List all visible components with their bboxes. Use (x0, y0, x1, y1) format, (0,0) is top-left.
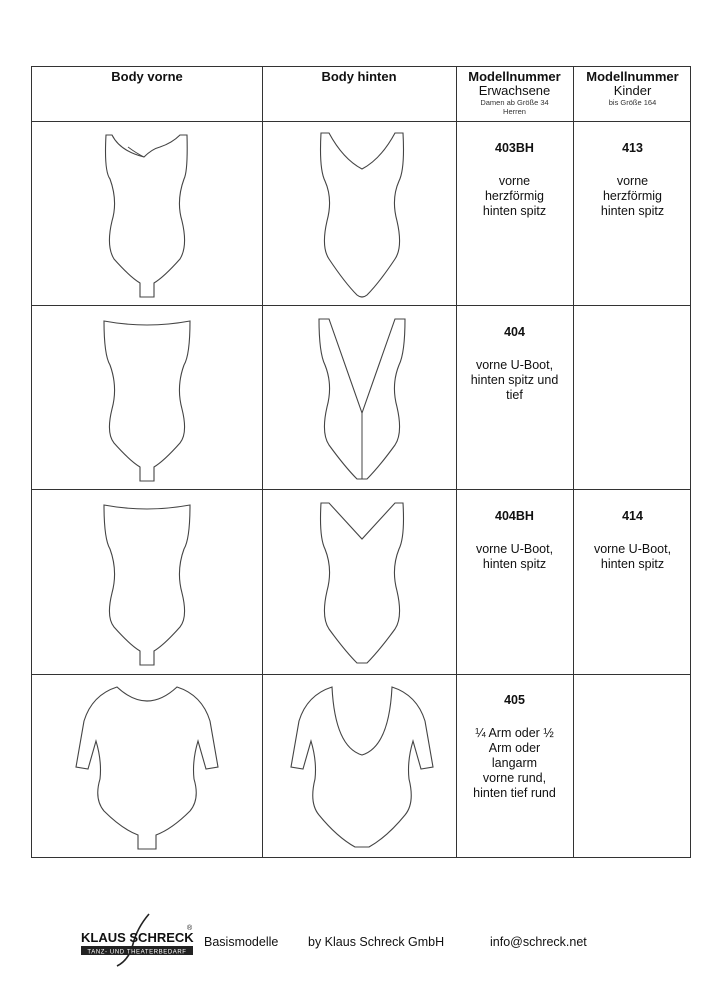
header-child-title: Modellnummer (586, 69, 679, 84)
footer-company: by Klaus Schreck GmbH (308, 935, 445, 949)
header-adult-small2: Herren (503, 107, 526, 116)
row2-adult-number: 404 (504, 325, 525, 339)
header-adult-sub: Erwachsene (478, 83, 551, 98)
header-body-back (262, 67, 456, 121)
header-child-model (573, 67, 692, 121)
row3-adult-desc-line: vorne U-Boot, (475, 542, 554, 556)
row-divider (32, 121, 690, 122)
sketch-403bh-back (307, 129, 417, 301)
row1-child-desc-line: hinten spitz (600, 204, 665, 218)
row4-adult-desc-line: Arm oder (488, 741, 541, 755)
row2-adult-desc-line: tief (506, 388, 523, 402)
sketch-405-back (287, 681, 437, 853)
row1-child-desc-line: herzförmig (602, 189, 663, 203)
row-divider (32, 489, 690, 490)
row4-adult-desc-line: ¼ Arm oder ½ (475, 726, 554, 740)
row1-adult-desc-line: vorne (498, 174, 531, 188)
header-body-front-label: Body vorne (111, 69, 183, 84)
footer-email-link[interactable]: info@schreck.net (490, 935, 587, 949)
header-body-back-label: Body hinten (321, 69, 397, 84)
logo-registered: ® (187, 925, 193, 932)
row-divider (32, 305, 690, 306)
column-divider (262, 67, 263, 857)
row4-adult-cell (456, 693, 573, 801)
row3-child-desc-line: hinten spitz (600, 557, 665, 571)
sketch-405-front (72, 681, 222, 853)
row4-adult-desc-line: vorne rund, (482, 771, 547, 785)
row3-child-number: 414 (622, 509, 643, 523)
sketch-404-front (92, 315, 202, 485)
klaus-schreck-logo (79, 908, 197, 968)
row2-adult-desc-line: hinten spitz und (470, 373, 559, 387)
header-child-small: bis Größe 164 (608, 98, 657, 107)
row3-adult-desc-line: hinten spitz (482, 557, 547, 571)
header-adult-model (456, 67, 573, 121)
logo-text: KLAUS SCHRECK (81, 930, 194, 945)
row3-adult-number: 404BH (495, 509, 534, 523)
header-body-front (32, 67, 262, 121)
row1-adult-number: 403BH (495, 141, 534, 155)
row1-child-number: 413 (622, 141, 643, 155)
row4-adult-number: 405 (504, 693, 525, 707)
row1-adult-cell (456, 141, 573, 219)
sketch-403bh-front (92, 131, 202, 301)
row2-adult-cell (456, 325, 573, 403)
row4-adult-desc-line: langarm (491, 756, 538, 770)
row1-child-desc-line: vorne (616, 174, 649, 188)
row1-child-cell (573, 141, 692, 219)
header-child-sub: Kinder (613, 83, 652, 98)
row1-adult-desc-line: hinten spitz (482, 204, 547, 218)
header-adult-small1: Damen ab Größe 34 (480, 98, 549, 107)
sketch-404bh-back (307, 497, 417, 669)
model-table (31, 66, 691, 858)
sketch-404-back (307, 313, 417, 485)
row1-adult-desc-line: herzförmig (484, 189, 545, 203)
footer (79, 908, 639, 968)
row3-child-cell (573, 509, 692, 572)
row2-adult-desc-line: vorne U-Boot, (475, 358, 554, 372)
row4-adult-desc-line: hinten tief rund (473, 786, 556, 800)
sketch-404bh-front (92, 499, 202, 669)
logo-subtext: TANZ- UND THEATERBEDARF (87, 949, 187, 956)
row-divider (32, 674, 690, 675)
row3-adult-cell (456, 509, 573, 572)
header-adult-title: Modellnummer (468, 69, 561, 84)
row3-child-desc-line: vorne U-Boot, (593, 542, 672, 556)
footer-title: Basismodelle (204, 935, 279, 949)
